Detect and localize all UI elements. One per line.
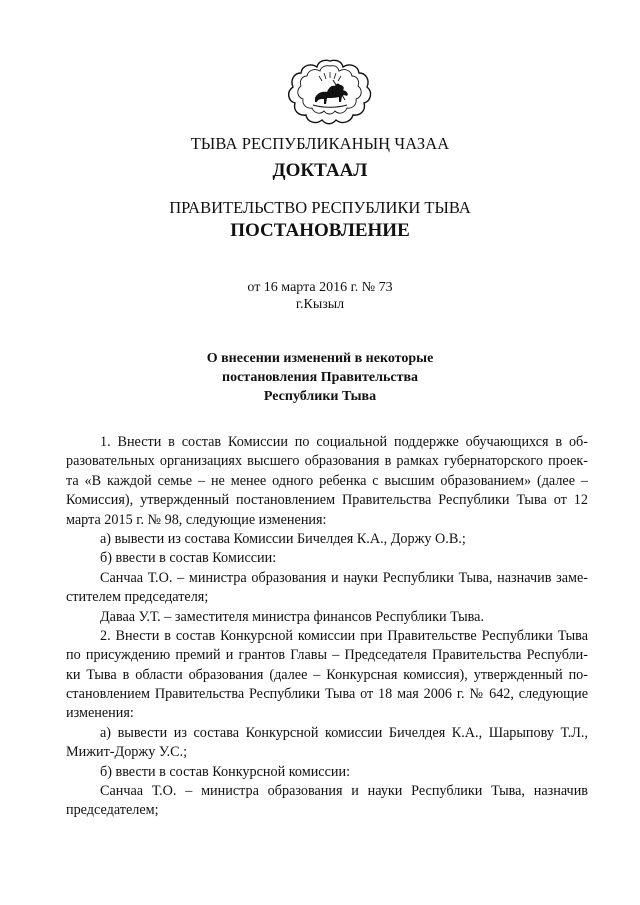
body-line: изменения: (66, 705, 134, 722)
tuva-coat-of-arms-icon (287, 58, 373, 126)
body-line: 2. Внести в состав Конкурсной комиссии при Правительстве Республики Тыва (100, 627, 588, 644)
body-line: Комиссия), утвержденный постановлением Правительства Республики Тыва от 12 (66, 492, 588, 509)
body-line: Мижит-Доржу У.С.; (66, 744, 188, 761)
body-line: разовательных организациях высшего образования в рамках губернаторского проек- (66, 453, 588, 470)
subject-line: Республики Тыва (263, 389, 377, 404)
body-line: председателем; (66, 802, 159, 819)
body-line: та «В каждой семье – не менее одного ребенка с высшим образованием» (далее – (66, 472, 588, 489)
republic-tuva-title: ТЫВА РЕСПУБЛИКАНЫҢ ЧАЗАА (190, 134, 450, 153)
body-line: ки Тыва в области образования (далее – Конкурсная комиссия), утвержденный по- (66, 666, 588, 683)
document-subject (0, 349, 640, 406)
postanovlenie-title: ПОСТАНОВЛЕНИЕ (230, 220, 410, 241)
body-line: а) вывести из состава Конкурсной комиссии Бичелдея К.А., Шарыпову Т.Л., (100, 724, 588, 741)
body-line: б) ввести в состав Комиссии: (100, 550, 277, 567)
body-line: 1. Внести в состав Комиссии по социальной поддержке обучающихся в об- (100, 434, 588, 450)
body-line: Санчаа Т.О. – министра образования и науки Республики Тыва, назначив (100, 783, 588, 800)
body-line: марта 2015 г. № 98, следующие изменения: (66, 511, 327, 528)
body-line: по присуждению премий и грантов Главы – Председателя Правительства Республи- (66, 647, 588, 664)
document-body (66, 433, 588, 821)
doktaal-title: ДОКТААЛ (272, 160, 368, 181)
subject-line: О внесении изменений в некоторые (206, 351, 434, 366)
document-date-number: от 16 марта 2016 г. № 73 (247, 280, 393, 295)
body-line: б) ввести в состав Конкурсной комиссии: (100, 763, 351, 780)
body-line: стителем председателя; (66, 589, 209, 606)
subject-line: постановления Правительства (222, 370, 418, 385)
document-city: г.Кызыл (295, 297, 345, 312)
body-line: Даваа У.Т. – заместителя министра финансов Республики Тыва. (100, 608, 484, 625)
body-line: становлением Правительства Республики Тыва от 18 мая 2006 г. № 642, следующие (66, 686, 588, 703)
body-line: а) вывести из состава Комиссии Бичелдея К.А., Доржу О.В.; (100, 530, 466, 547)
body-line: Санчаа Т.О. – министра образования и науки Республики Тыва, назначив заме- (100, 569, 588, 586)
government-title: ПРАВИТЕЛЬСТВО РЕСПУБЛИКИ ТЫВА (169, 198, 471, 217)
